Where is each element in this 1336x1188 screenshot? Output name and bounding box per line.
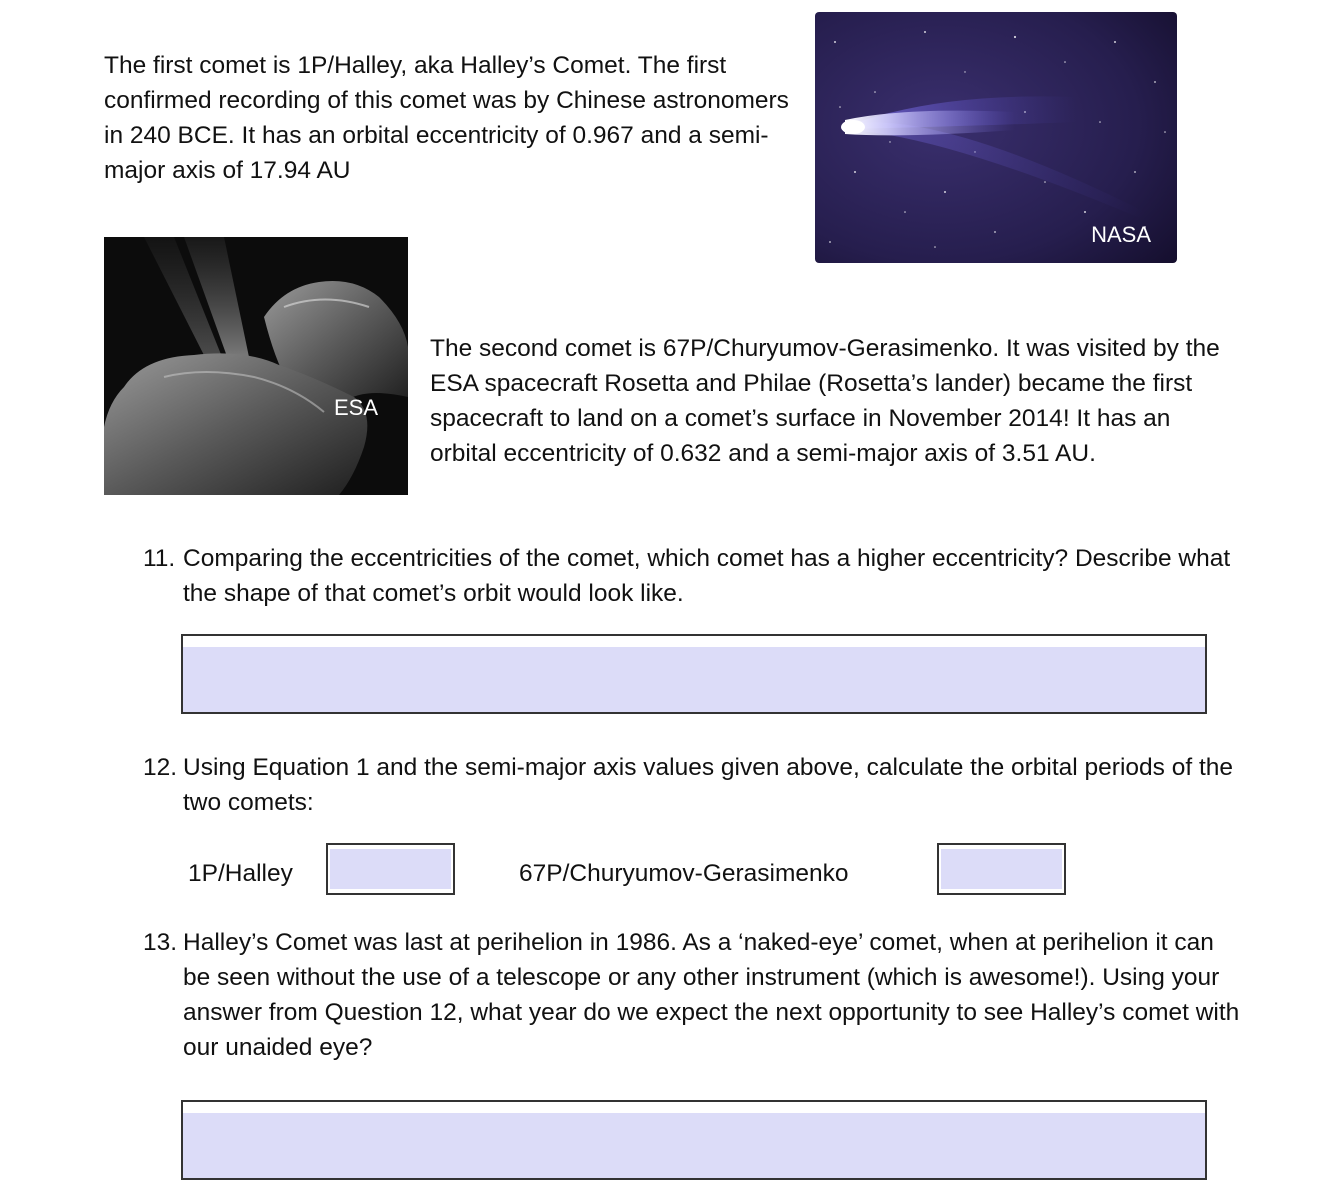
halley-period-field[interactable] xyxy=(326,843,455,895)
67p-period-field[interactable] xyxy=(937,843,1066,895)
nasa-credit: NASA xyxy=(1091,222,1151,247)
question-13 xyxy=(143,925,1243,1065)
question-number: 12. xyxy=(143,754,178,781)
question-text: Using Equation 1 and the semi-major axis values given above, calculate the orbital periods of the two comets: xyxy=(183,754,1234,816)
question-number: 11. xyxy=(143,545,176,572)
67p-period-label: 67P/Churyumov-Gerasimenko xyxy=(519,860,849,887)
field-top-strip xyxy=(183,1102,1205,1113)
comet-67p-image xyxy=(104,237,408,495)
field-fill xyxy=(330,849,451,889)
halley-period-label: 1P/Halley xyxy=(188,860,293,887)
esa-credit: ESA xyxy=(334,395,379,420)
halley-comet-photo xyxy=(815,12,1177,263)
question-12 xyxy=(143,750,1243,820)
question-text: Comparing the eccentricities of the comet, which comet has a higher eccentricity? Describe what the shape of that comet’s orbit would look like. xyxy=(183,545,1231,607)
intro-halley-paragraph: The first comet is 1P/Halley, aka Halley’s Comet. The first confirmed recording of this comet was by Chinese astronomers in 240 BCE. It has an orbital eccentricity of 0.967 and a semi-major axis of 17.94 AU xyxy=(104,52,789,184)
comet-67p-photo xyxy=(104,237,408,495)
intro-67p-paragraph: The second comet is 67P/Churyumov-Gerasimenko. It was visited by the ESA spacecraft Rosetta and Philae (Rosetta’s lander) became the first spacecraft to land on a comet’s surface in November 2014! It has an orbital eccentricity of 0.632 and a semi-major axis of 3.51 AU. xyxy=(430,335,1220,467)
field-top-strip xyxy=(183,636,1205,647)
question-number: 13. xyxy=(143,929,178,956)
question-11 xyxy=(143,541,1243,611)
answer-11-field[interactable] xyxy=(181,634,1207,714)
answer-13-field[interactable] xyxy=(181,1100,1207,1180)
question-text: Halley’s Comet was last at perihelion in 1986. As a ‘naked-eye’ comet, when at perihelion it can be seen without the use of a telescope or any other instrument (which is awesome!). Using your answer from Question 12, what year do we expect the next opportunity to see Halley’s comet with our unaided eye? xyxy=(183,929,1240,1061)
field-fill xyxy=(941,849,1062,889)
